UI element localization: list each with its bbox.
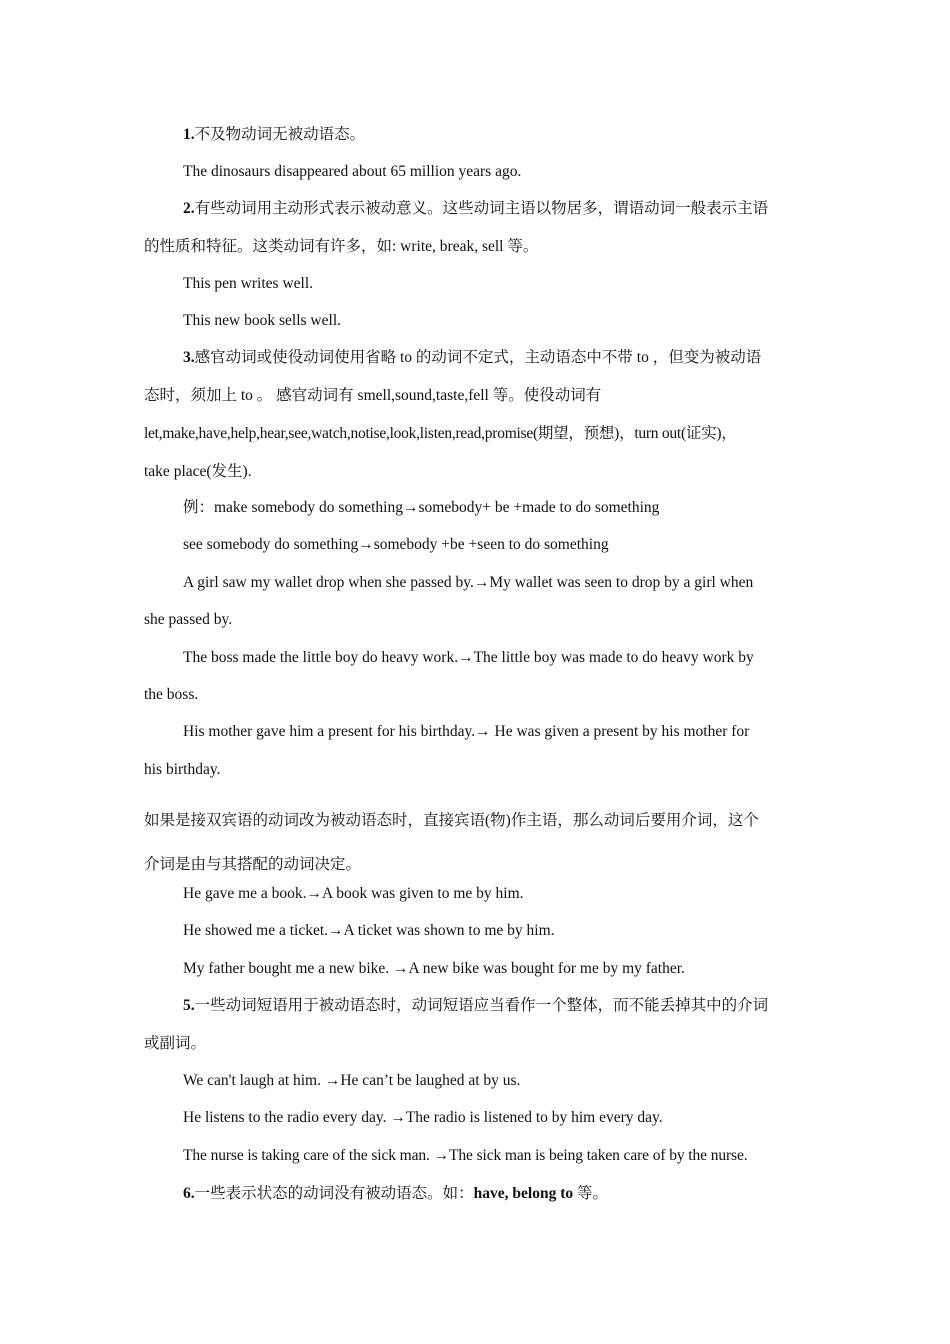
rule-5-example: The nurse is taking care of the sick man. →The sick man is being taken care of by the nurse. xyxy=(183,1147,748,1164)
rule-5-example: He listens to the radio every day. →The radio is listened to by him every day. xyxy=(183,1109,663,1126)
rule-5-continuation: 或副词。 xyxy=(144,1035,207,1052)
rule-2-example: This new book sells well. xyxy=(183,312,341,329)
rule-3-example-continuation: she passed by. xyxy=(144,611,233,628)
rule-1-example: The dinosaurs disappeared about 65 million years ago. xyxy=(183,163,522,180)
rule-4-continuation: 介词是由与其搭配的动词决定。 xyxy=(144,856,362,873)
rule-3-pattern: 例：make somebody do something→somebody+ be +made to do something xyxy=(183,499,660,516)
rule-5-heading: 5.一些动词短语用于被动语态时，动词短语应当看作一个整体，而不能丢掉其中的介词 xyxy=(183,997,769,1014)
rule-3-example: The boss made the little boy do heavy work.→The little boy was made to do heavy work by xyxy=(183,649,754,666)
rule-3-example-continuation: his birthday. xyxy=(144,761,221,778)
rule-2-heading: 2.有些动词用主动形式表示被动意义。这些动词主语以物居多，谓语动词一般表示主语 xyxy=(183,200,769,217)
rule-3-heading: 3.感官动词或使役动词使用省略 to 的动词不定式，主动语态中不带 to ，但变为被动语 xyxy=(183,349,762,366)
rule-4-example: My father bought me a new bike. →A new bike was bought for me by my father. xyxy=(183,960,685,977)
rule-1-heading: 1.不及物动词无被动语态。 xyxy=(183,126,366,143)
rule-3-example: A girl saw my wallet drop when she passed by.→My wallet was seen to drop by a girl when xyxy=(183,574,754,591)
rule-3-continuation: let,make,have,help,hear,see,watch,notise,look,listen,read,promise(期望，预想)，turn out(证实)， xyxy=(144,425,737,442)
rule-3-example: His mother gave him a present for his birthday.→ He was given a present by his mother for xyxy=(183,723,750,740)
rule-3-continuation: take place(发生). xyxy=(144,463,252,480)
rule-2-continuation: 的性质和特征。这类动词有许多，如: write, break, sell 等。 xyxy=(144,238,539,255)
rule-2-example: This pen writes well. xyxy=(183,275,314,292)
rule-4-heading: 如果是接双宾语的动词改为被动语态时，直接宾语(物)作主语，那么动词后要用介词，这个 xyxy=(144,812,759,829)
rule-4-example: He showed me a ticket.→A ticket was shown to me by him. xyxy=(183,922,555,939)
rule-4-example: He gave me a book.→A book was given to me by him. xyxy=(183,885,524,902)
rule-3-pattern: see somebody do something→somebody +be +seen to do something xyxy=(183,536,609,553)
rule-6-heading: 6.一些表示状态的动词没有被动语态。如：have, belong to 等。 xyxy=(183,1185,608,1202)
rule-5-example: We can't laugh at him. →He can’t be laughed at by us. xyxy=(183,1072,521,1089)
rule-3-example-continuation: the boss. xyxy=(144,686,199,703)
rule-3-continuation: 态时，须加上 to 。 感官动词有 smell,sound,taste,fell 等。使役动词有 xyxy=(144,387,602,404)
